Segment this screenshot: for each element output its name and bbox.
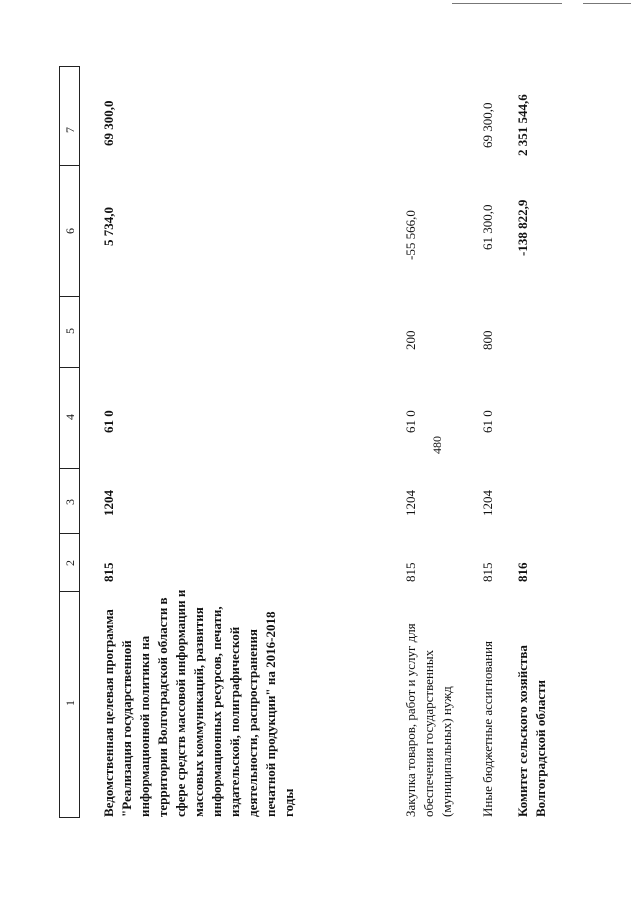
header-col-1: 1 (63, 700, 77, 706)
row-3-col-3: 1204 (480, 490, 495, 516)
row-3-col-4: 61 0 (480, 410, 495, 433)
row-2-col-3: 1204 (403, 490, 418, 516)
row-1-col-7: 69 300,0 (101, 100, 116, 146)
header-col-5: 5 (63, 328, 77, 334)
row-2-col-5: 200 (403, 330, 418, 350)
page-number: 480 (430, 436, 444, 454)
row-2-col-2: 815 (403, 562, 418, 582)
col-sep-5-6 (59, 296, 80, 297)
col-sep-6-7 (59, 165, 80, 166)
row-3-name: Иные бюджетные ассигнования (480, 640, 495, 817)
row-3-col-2: 815 (480, 562, 495, 582)
row-4-col-6: -138 822,9 (515, 199, 530, 256)
table-header-bottom (79, 66, 80, 818)
table-outer-left (59, 66, 60, 818)
header-col-6: 6 (63, 228, 77, 234)
row-2-name: Закупка товаров, работ и услуг для обеспечения государственных (муниципальных) нужд (403, 623, 454, 817)
table-border-left (59, 66, 80, 67)
col-sep-4-5 (59, 367, 80, 368)
row-3-col-7: 69 300,0 (480, 102, 495, 148)
row-1-col-2: 815 (101, 562, 116, 582)
row-2-col-4: 61 0 (403, 410, 418, 433)
header-col-3: 3 (63, 499, 77, 505)
header-col-7: 7 (63, 127, 77, 133)
row-4-name: Комитет сельского хозяйства Волгоградской области (515, 645, 548, 817)
row-1-col-6: 5 734,0 (101, 207, 116, 246)
row-1-col-4: 61 0 (101, 410, 116, 433)
row-3-col-6: 61 300,0 (480, 204, 495, 250)
header-col-2: 2 (63, 560, 77, 566)
row-4-col-7: 2 351 544,6 (515, 94, 530, 156)
table-border-right (59, 817, 80, 818)
header-col-4: 4 (63, 414, 77, 420)
row-3-col-5: 800 (480, 330, 495, 350)
row-2-col-6: -55 566,0 (403, 210, 418, 260)
row-4-col-2: 816 (515, 562, 530, 582)
col-sep-1-2 (59, 591, 80, 592)
col-sep-3-4 (59, 468, 80, 469)
row-1-name: Ведомственная целевая программа "Реализация государственной информационной политики на территории Волгоградской области в сфере средств массовой информации и массовых коммуникаций, развития информационных ресурсов, печати, издательской, полиграфической деятельности, распространения печатной продукции" на 2016-2018 годы (101, 589, 296, 817)
col-sep-2-3 (59, 533, 80, 534)
row-1-col-3: 1204 (101, 490, 116, 516)
